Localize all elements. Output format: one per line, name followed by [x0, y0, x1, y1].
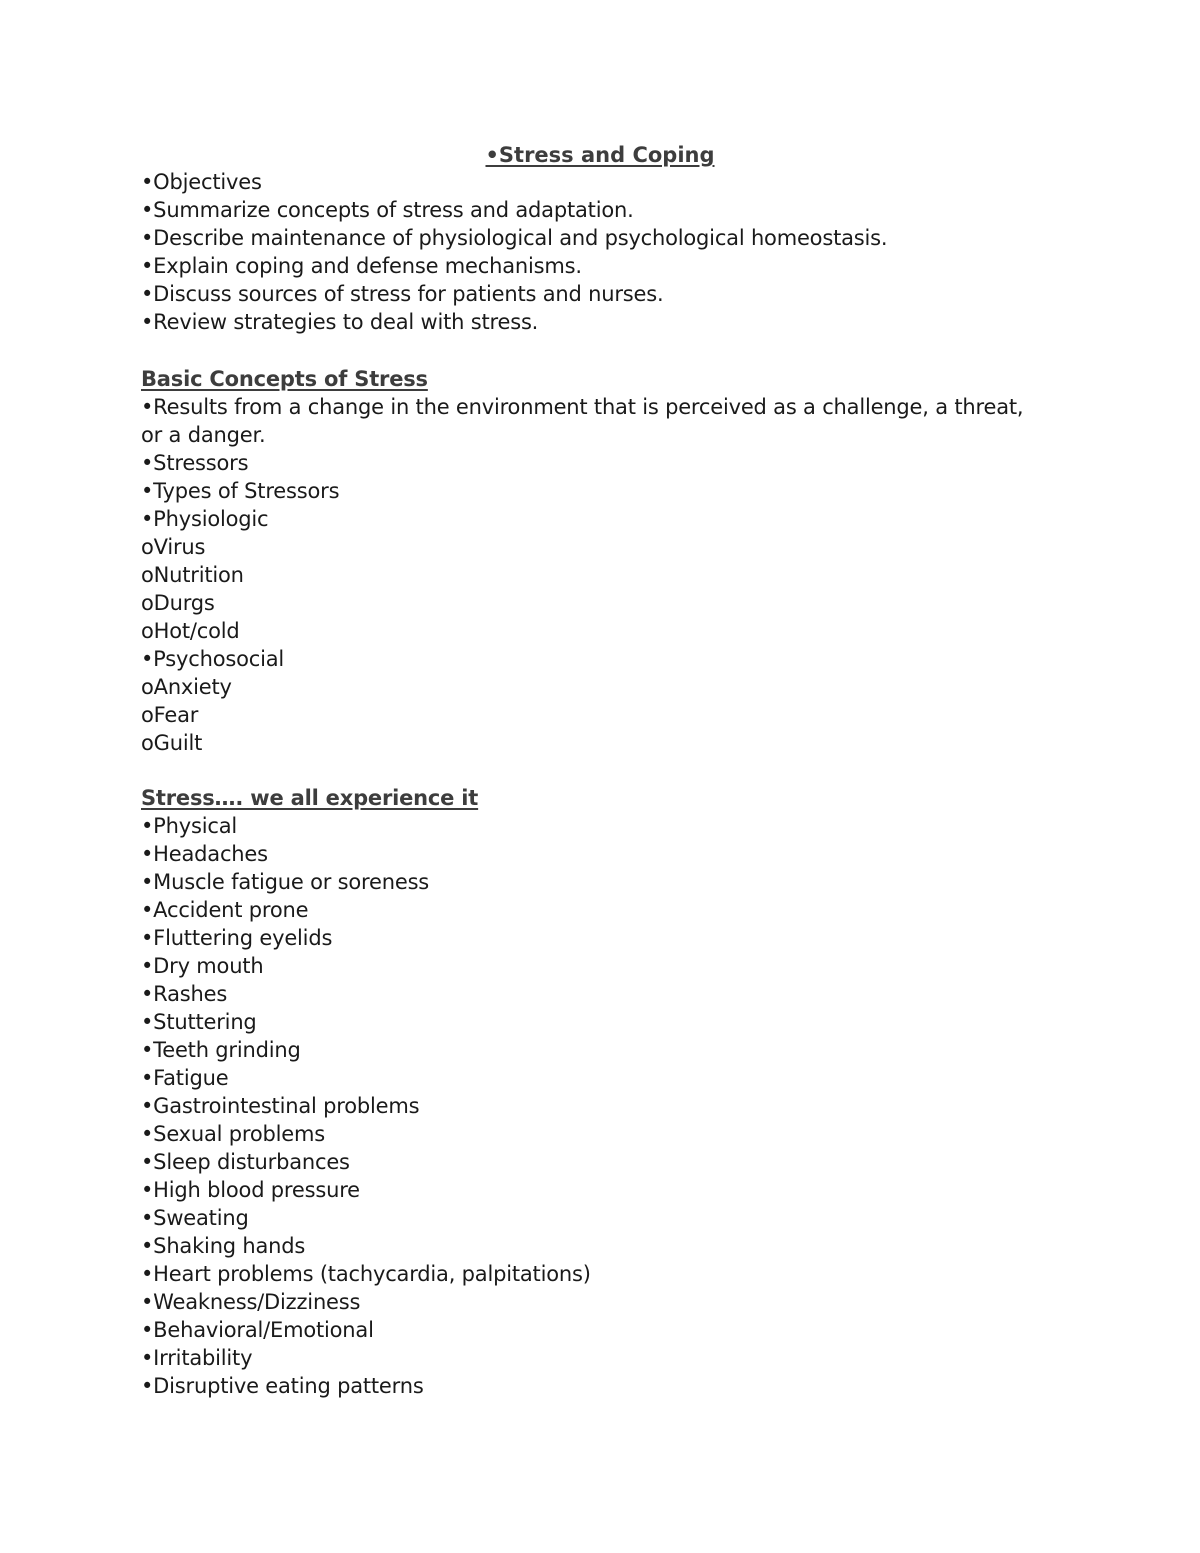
experience-item: •Weakness/Dizziness — [141, 1290, 361, 1314]
experience-item: •Irritability — [141, 1346, 253, 1370]
basic-concepts-item: oFear — [141, 703, 199, 727]
basic-concepts-item: •Psychosocial — [141, 647, 285, 671]
basic-concepts-item: oDurgs — [141, 591, 215, 615]
experience-item: •Sleep disturbances — [141, 1150, 350, 1174]
experience-item: •Fluttering eyelids — [141, 926, 333, 950]
experience-item: •Sexual problems — [141, 1122, 326, 1146]
basic-concepts-section — [141, 365, 1071, 757]
basic-concepts-intro-line-1: •Results from a change in the environment that is perceived as a challenge, a threat, — [141, 395, 1024, 419]
objectives-item: •Explain coping and defense mechanisms. — [141, 254, 582, 278]
objectives-item: •Discuss sources of stress for patients and nurses. — [141, 282, 664, 306]
experience-item: •High blood pressure — [141, 1178, 360, 1202]
experience-section — [141, 784, 1071, 1400]
basic-concepts-item: oNutrition — [141, 563, 244, 587]
experience-item: •Rashes — [141, 982, 228, 1006]
basic-concepts-item: •Types of Stressors — [141, 479, 340, 503]
experience-item: •Physical — [141, 814, 238, 838]
experience-item: •Muscle fatigue or soreness — [141, 870, 430, 894]
basic-concepts-item: oHot/cold — [141, 619, 240, 643]
document-title-text: •Stress and Coping — [485, 143, 715, 167]
objectives-item: •Review strategies to deal with stress. — [141, 310, 539, 334]
basic-concepts-item: oAnxiety — [141, 675, 232, 699]
basic-concepts-item: •Stressors — [141, 451, 249, 475]
experience-item: •Behavioral/Emotional — [141, 1318, 374, 1342]
experience-item: •Accident prone — [141, 898, 309, 922]
objectives-item: •Describe maintenance of physiological and psychological homeostasis. — [141, 226, 888, 250]
experience-item: •Sweating — [141, 1206, 249, 1230]
objectives-item: •Summarize concepts of stress and adaptation. — [141, 198, 634, 222]
basic-concepts-heading: Basic Concepts of Stress — [141, 367, 428, 391]
experience-item: •Headaches — [141, 842, 268, 866]
experience-item: •Gastrointestinal problems — [141, 1094, 420, 1118]
basic-concepts-item: oGuilt — [141, 731, 203, 755]
basic-concepts-item: •Physiologic — [141, 507, 269, 531]
objectives-section — [141, 168, 1071, 336]
basic-concepts-item: oVirus — [141, 535, 206, 559]
experience-item: •Fatigue — [141, 1066, 229, 1090]
experience-item: •Heart problems (tachycardia, palpitations) — [141, 1262, 591, 1286]
experience-item: •Stuttering — [141, 1010, 257, 1034]
experience-heading: Stress…. we all experience it — [141, 786, 479, 810]
experience-item: •Disruptive eating patterns — [141, 1374, 424, 1398]
basic-concepts-intro-line-2: or a danger. — [141, 423, 266, 447]
experience-item: •Shaking hands — [141, 1234, 306, 1258]
document-title — [0, 140, 1200, 170]
objectives-item: •Objectives — [141, 170, 262, 194]
experience-item: •Dry mouth — [141, 954, 264, 978]
experience-item: •Teeth grinding — [141, 1038, 301, 1062]
